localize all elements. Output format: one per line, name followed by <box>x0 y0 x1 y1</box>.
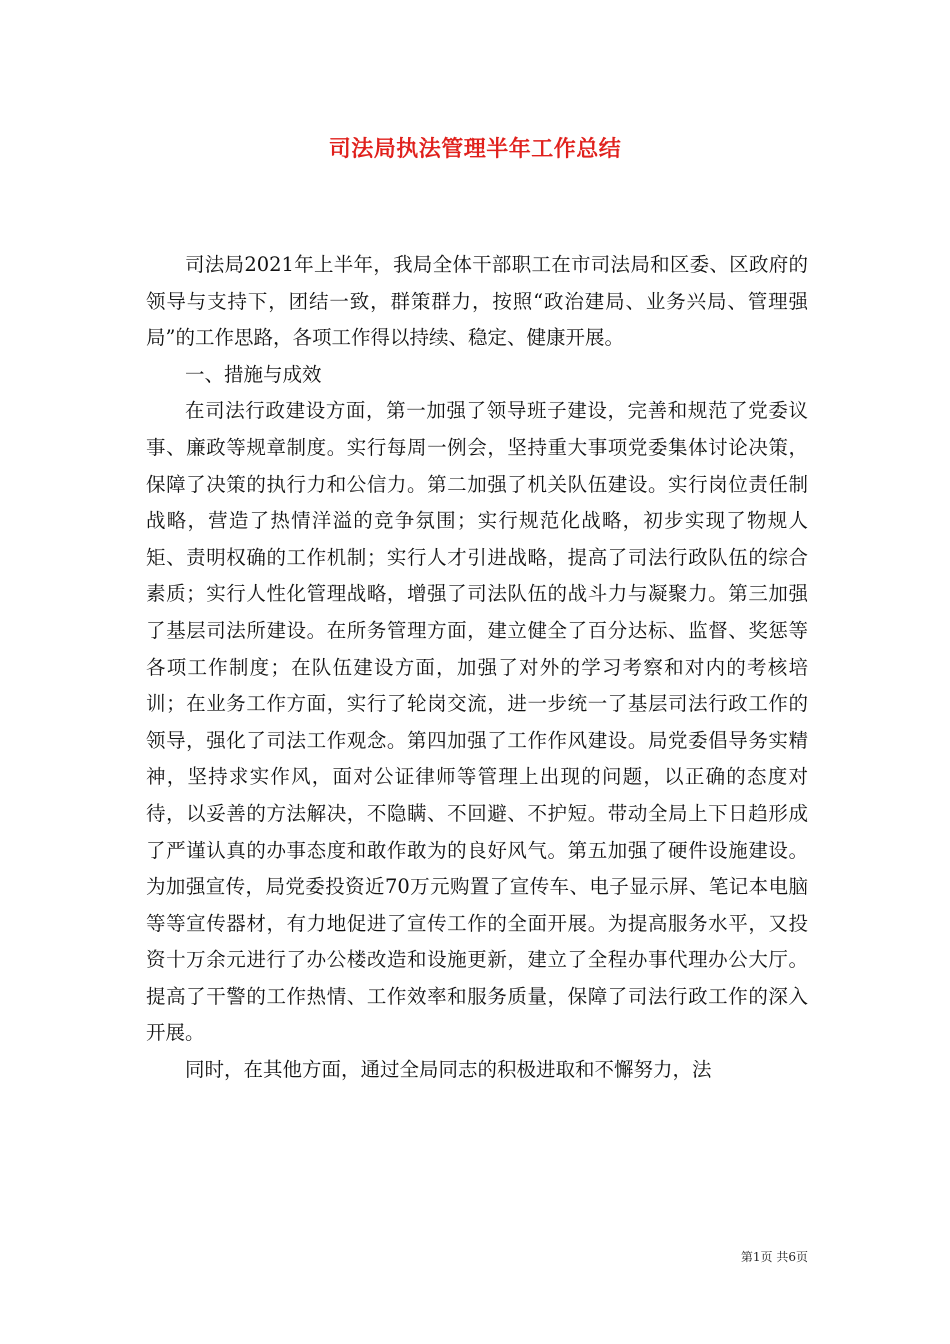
document-body <box>146 247 808 1089</box>
section-heading: 一、措施与成效 <box>185 362 322 386</box>
document-title: 司法局执法管理半年工作总结 <box>328 136 622 162</box>
body-paragraph: 在司法行政建设方面，第一加强了领导班子建设，完善和规范了党委议事、廉政等规章制度。实行每周一例会，坚持重大事项党委集体讨论决策，保障了决策的执行力和公信力。第二加强了机关队伍建设。实行岗位责任制战略，营造了热情洋溢的竞争氛围；实行规范化战略，初步实现了物规人矩、责明权确的工作机制；实行人才引进战略，提高了司法行政队伍的综合素质；实行人性化管理战略，增强了司法队伍的战斗力与凝聚力。第三加强了基层司法所建设。在所务管理方面，建立健全了百分达标、监督、奖惩等各项工作制度；在队伍建设方面，加强了对外的学习考察和对内的考核培训；在业务工作方面，实行了轮岗交流，进一步统一了基层司法行政工作的领导，强化了司法工作观念。第四加强了工作作风建设。局党委倡导务实精神，坚持求实作风，面对公证律师等管理上出现的问题，以正确的态度对待，以妥善的方法解决，不隐瞒、不回避、不护短。带动全局上下日趋形成了严谨认真的办事态度和敢作敢为的良好风气。第五加强了硬件设施建设。为加强宣传，局党委投资近70万元购置了宣传车、电子显示屏、笔记本电脑等等宣传器材，有力地促进了宣传工作的全面开展。为提高服务水平，又投资十万余元进行了办公楼改造和设施更新，建立了全程办事代理办公大厅。提高了干警的工作热情、工作效率和服务质量，保障了司法行政工作的深入开展。 <box>146 399 808 1045</box>
intro-paragraph: 司法局2021年上半年，我局全体干部职工在市司法局和区委、区政府的领导与支持下，团结一致，群策群力，按照“政治建局、业务兴局、管理强局”的工作思路，各项工作得以持续、稳定、健康开展。 <box>146 253 808 350</box>
body-paragraph: 同时，在其他方面，通过全局同志的积极进取和不懈努力，法 <box>185 1058 712 1082</box>
page-number: 第1页 共6页 <box>740 1250 808 1264</box>
